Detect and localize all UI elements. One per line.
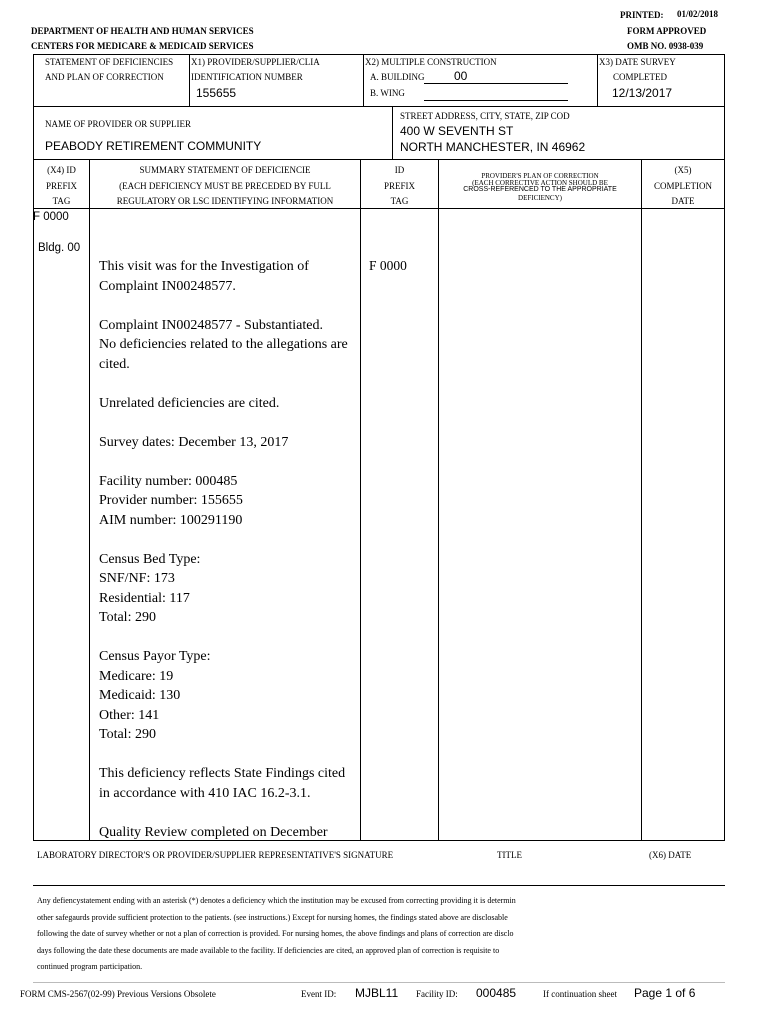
- disclaimer-line: Any defiencystatement ending with an asterisk (*) denotes a deficiency which the institution may be excused from correcting providing it is determin: [37, 896, 516, 905]
- survey-date: 12/13/2017: [612, 86, 673, 100]
- director-signature-label: LABORATORY DIRECTOR'S OR PROVIDER/SUPPLIER REPRESENTATIVE'S SIGNATURE: [37, 850, 394, 860]
- disclaimer-text: [37, 893, 723, 976]
- form-approved: FORM APPROVED: [627, 26, 707, 36]
- page-number: Page 1 of 6: [634, 986, 696, 1000]
- department-title: DEPARTMENT OF HEALTH AND HUMAN SERVICES: [31, 26, 254, 36]
- summary-line: Facility number: 000485: [99, 473, 238, 489]
- x5-header-2: COMPLETION: [654, 181, 712, 191]
- summary-header-2: (EACH DEFICIENCY MUST BE PRECEDED BY FULL: [119, 181, 331, 191]
- statement-label-1: STATEMENT OF DEFICIENCIES: [45, 57, 174, 67]
- printed-date: 01/02/2018: [677, 9, 719, 19]
- address-line-2: NORTH MANCHESTER, IN 46962: [400, 140, 586, 154]
- summary-line: Unrelated deficiencies are cited.: [99, 395, 280, 411]
- printed-label: PRINTED:: [620, 10, 664, 20]
- summary-line: Census Payor Type:: [99, 649, 211, 664]
- disclaimer-line: continued program participation.: [37, 962, 143, 972]
- summary-line: This visit was for the Investigation of: [99, 259, 309, 274]
- bldg-label: Bldg. 00: [38, 242, 81, 254]
- address-line-1: 400 W SEVENTH ST: [400, 124, 514, 138]
- summary-line: Quality Review completed on December: [99, 824, 328, 840]
- provider-name: PEABODY RETIREMENT COMMUNITY: [45, 139, 262, 153]
- summary-line: [99, 374, 359, 394]
- x5-header-1: (X5): [674, 165, 692, 175]
- summary-line: AIM number: 100291190: [99, 512, 243, 528]
- x4-header-2: PREFIX: [45, 181, 77, 191]
- summary-line: [99, 452, 359, 472]
- id-header-2: PREFIX: [383, 181, 415, 191]
- summary-header-3: REGULATORY OR LSC IDENTIFYING INFORMATION: [116, 196, 334, 206]
- summary-line: [99, 745, 359, 765]
- summary-line: Provider number: 155655: [99, 493, 243, 508]
- summary-line: Complaint IN00248577.: [99, 278, 236, 294]
- summary-line: No deficiencies related to the allegations are: [99, 337, 348, 352]
- provider-name-label: NAME OF PROVIDER OR SUPPLIER: [45, 119, 192, 129]
- disclaimer-line: following the date of survey whether or not a plan of correction is provided. For nursing homes, the above findings and plans of correction are disclo: [37, 929, 514, 939]
- summary-line: [99, 413, 359, 433]
- building-value: 00: [454, 69, 468, 83]
- summary-line: Total: 290: [99, 727, 156, 742]
- id-header-3: TAG: [390, 196, 409, 206]
- disclaimer-line: days following the date these documents are made available to the facility. If deficiencies are cited, an approved plan of correction is requisite to: [37, 945, 500, 955]
- facility-id-value: 000485: [476, 986, 517, 1000]
- summary-line: SNF/NF: 173: [99, 571, 175, 586]
- x6-date-label: (X6) DATE: [649, 850, 692, 860]
- summary-line: Medicaid: 130: [99, 688, 181, 703]
- x1-label-2: IDENTIFICATION NUMBER: [191, 72, 303, 82]
- x2-label: X2) MULTIPLE CONSTRUCTION: [365, 57, 497, 67]
- summary-line: Census Bed Type:: [99, 551, 201, 567]
- wing-label: B. WING: [370, 88, 405, 98]
- summary-line: Complaint IN00248577 - Substantiated.: [99, 317, 323, 333]
- summary-line: [99, 296, 359, 316]
- plan-header-3: CROSS-REFERENCED TO THE APPROPRIATE: [463, 186, 617, 193]
- continuation-label: If continuation sheet: [543, 989, 617, 999]
- summary-line: Medicare: 19: [99, 668, 174, 684]
- facility-id-label: Facility ID:: [416, 989, 458, 999]
- title-label: TITLE: [497, 850, 522, 860]
- centers-title: CENTERS FOR MEDICARE & MEDICAID SERVICES: [31, 41, 254, 51]
- summary-line: [99, 530, 359, 550]
- tag-left: F 0000: [33, 211, 69, 223]
- summary-line: cited.: [99, 356, 130, 372]
- event-id-value: MJBL11: [355, 986, 399, 1000]
- address-label: STREET ADDRESS, CITY, STATE, ZIP COD: [400, 111, 570, 121]
- x3-label-2: COMPLETED: [613, 72, 667, 82]
- id-header-1: ID: [394, 165, 405, 175]
- plan-header-1: PROVIDER'S PLAN OF CORRECTION: [481, 172, 599, 180]
- summary-line: in accordance with 410 IAC 16.2-3.1.: [99, 785, 311, 801]
- summary-line: [99, 803, 359, 823]
- summary-line: Residential: 117: [99, 590, 190, 606]
- form-number: FORM CMS-2567(02-99) Previous Versions Obsolete: [20, 989, 216, 999]
- summary-line: Survey dates: December 13, 2017: [99, 434, 289, 450]
- x3-label-1: X3) DATE SURVEY: [599, 57, 676, 67]
- disclaimer-line: other safegaurds provide sufficient protection to the patients. (see instructions.) Except for nursing homes, the findings stated above are disclosable: [37, 912, 508, 922]
- x4-header-3: TAG: [52, 196, 71, 206]
- building-label: A. BUILDING: [370, 72, 425, 82]
- summary-line: Other: 141: [99, 707, 160, 723]
- summary-line: This deficiency reflects State Findings cited: [99, 766, 346, 781]
- summary-line: Total: 290: [99, 610, 156, 625]
- x5-header-3: DATE: [671, 196, 695, 206]
- x4-header-1: (X4) ID: [47, 165, 76, 175]
- x1-label-1: X1) PROVIDER/SUPPLIER/CLIA: [191, 57, 320, 67]
- plan-header-2: (EACH CORRECTIVE ACTION SHOULD BE: [472, 179, 608, 187]
- plan-header-4: DEFICIENCY): [518, 194, 562, 202]
- event-id-label: Event ID:: [301, 989, 337, 999]
- summary-statement-text: [99, 257, 359, 842]
- summary-header-1: SUMMARY STATEMENT OF DEFICIENCIE: [139, 165, 311, 175]
- statement-label-2: AND PLAN OF CORRECTION: [45, 72, 164, 82]
- provider-number: 155655: [196, 86, 237, 100]
- tag-right: F 0000: [369, 258, 407, 273]
- summary-line: [99, 628, 359, 648]
- omb-number: OMB NO. 0938-039: [627, 41, 704, 51]
